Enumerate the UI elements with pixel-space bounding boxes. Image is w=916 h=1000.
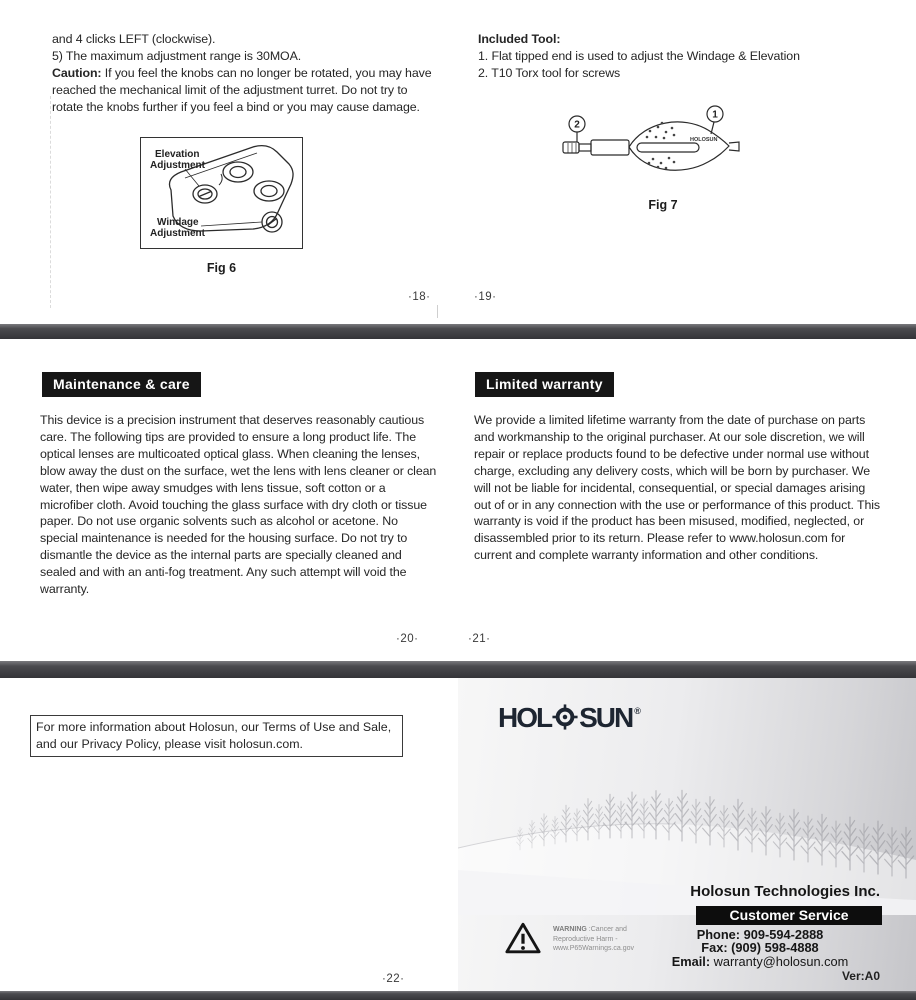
page-number-18: ·18· (408, 291, 431, 303)
fig7-box (550, 101, 745, 196)
fig6-windage-label-line2: Adjustment (150, 228, 205, 239)
fig7-drawing (550, 101, 745, 196)
fig6-windage-label-line1: Windage (157, 217, 199, 228)
prop65-warning (504, 921, 634, 956)
fold-marks (50, 96, 51, 308)
holosun-logo (498, 704, 641, 732)
page19-body (478, 31, 890, 82)
warning-triangle-icon (504, 921, 542, 956)
logo-text-left: HOL (498, 702, 552, 733)
tool-item-2: 2. T10 Torx tool for screws (478, 65, 621, 80)
page-number-22: ·22· (382, 973, 405, 985)
logo-text-right: SUN (579, 702, 633, 733)
fig6-elevation-label-line2: Adjustment (150, 160, 205, 171)
contact-block (620, 928, 900, 968)
email-address: warranty@holosun.com (713, 953, 849, 969)
fig6-elevation-label-line1: Elevation (155, 149, 200, 160)
separator-bar-1 (0, 324, 916, 339)
fig7-callout-1: 1 (712, 109, 718, 121)
warning-line2: Reproductive Harm - (553, 935, 618, 943)
heading-limited-warranty: Limited warranty (475, 372, 614, 397)
warning-label: WARNING (553, 926, 587, 933)
maintenance-body: This device is a precision instrument that deserves reasonably cautious care. The following tips are provided to ensure a long product life. The optical lenses are multicoated optical glass. When cleaning the lenses, blow away the dust on the surface, wet the lens with lens cleaner or clean water, then wipe away smudges with lens tissue, soft cotton or a microfiber cloth. Avoid touching the glass surface with dry cloth or tissue paper. Do not use organic solvents such as alcohol or acetone. No special maintenance is needed for the housing surface. Do not try to dismantle the device as the internal parts are specially cleaned and sealed and with an anti-fog treatment. Any such attempt will void the warranty. (40, 413, 437, 597)
heading-maintenance-care: Maintenance & care (42, 372, 201, 397)
included-tool-title: Included Tool: (478, 32, 561, 46)
page-number-21: ·21· (468, 633, 491, 645)
back-cover (458, 678, 916, 991)
trademark-symbol: ® (634, 706, 641, 716)
page18-line1: and 4 clicks LEFT (clockwise). (52, 32, 216, 46)
company-name: Holosun Technologies Inc. (690, 883, 880, 900)
page18-caution (52, 65, 438, 116)
fig6-caption: Fig 6 (206, 261, 237, 275)
page-number-19: ·19· (474, 291, 497, 303)
phone-line: Phone: 909-594-2888 (696, 927, 824, 942)
warranty-body: We provide a limited lifetime warranty from the date of purchase on parts and workmanship to the original purchaser. At our sole discretion, we will repair or replace products found to be defective under normal use without charge, excluding any delivery costs, which will be born by purchaser. We will not be liable for incidental, consequential, or special damages arising out of or in any connection with the use or performance of this product. This warranty is void if the product has been misused, modified, neglected, or disassembled prior to its return. Please refer to www.holosun.com for current and complete warranty information and other conditions. (474, 413, 881, 563)
email-line (620, 955, 900, 968)
warning-line3: www.P65Warnings.ca.gov (553, 945, 635, 952)
caution-label: Caution: (52, 65, 102, 80)
fax-line: Fax: (909) 598-4888 (701, 940, 819, 956)
fig7-callout-2: 2 (574, 119, 580, 131)
separator-bar-2 (0, 661, 916, 678)
reticle-icon (552, 704, 578, 730)
fig6-frame (140, 137, 303, 249)
page18-body (52, 31, 438, 116)
fig7-caption: Fig 7 (648, 198, 678, 212)
page18-line2: 5) The maximum adjustment range is 30MOA. (52, 48, 302, 63)
customer-service-banner: Customer Service (696, 906, 882, 925)
info-box: For more information about Holosun, our Terms of Use and Sale, and our Privacy Policy, please visit holosun.com. (30, 715, 403, 757)
fig6-drawing (141, 138, 300, 246)
caution-text: If you feel the knobs can no longer be rotated, you may have reached the mechanical limit of the adjustment turret. Do not try to rotate the knobs further if you feel a bind or you may cause damage. (52, 65, 432, 114)
version-label: Ver:A0 (841, 969, 880, 983)
warning-rest: :Cancer and (588, 926, 627, 933)
warning-text (553, 921, 634, 954)
email-label: Email: (671, 953, 711, 969)
fig7-brand-label: HOLOSUN (690, 137, 718, 143)
separator-bar-3 (0, 991, 916, 1000)
page-number-20: ·20· (396, 633, 419, 645)
center-fold-tick (437, 305, 438, 318)
tool-item-1: 1. Flat tipped end is used to adjust the Windage & Elevation (478, 48, 800, 63)
